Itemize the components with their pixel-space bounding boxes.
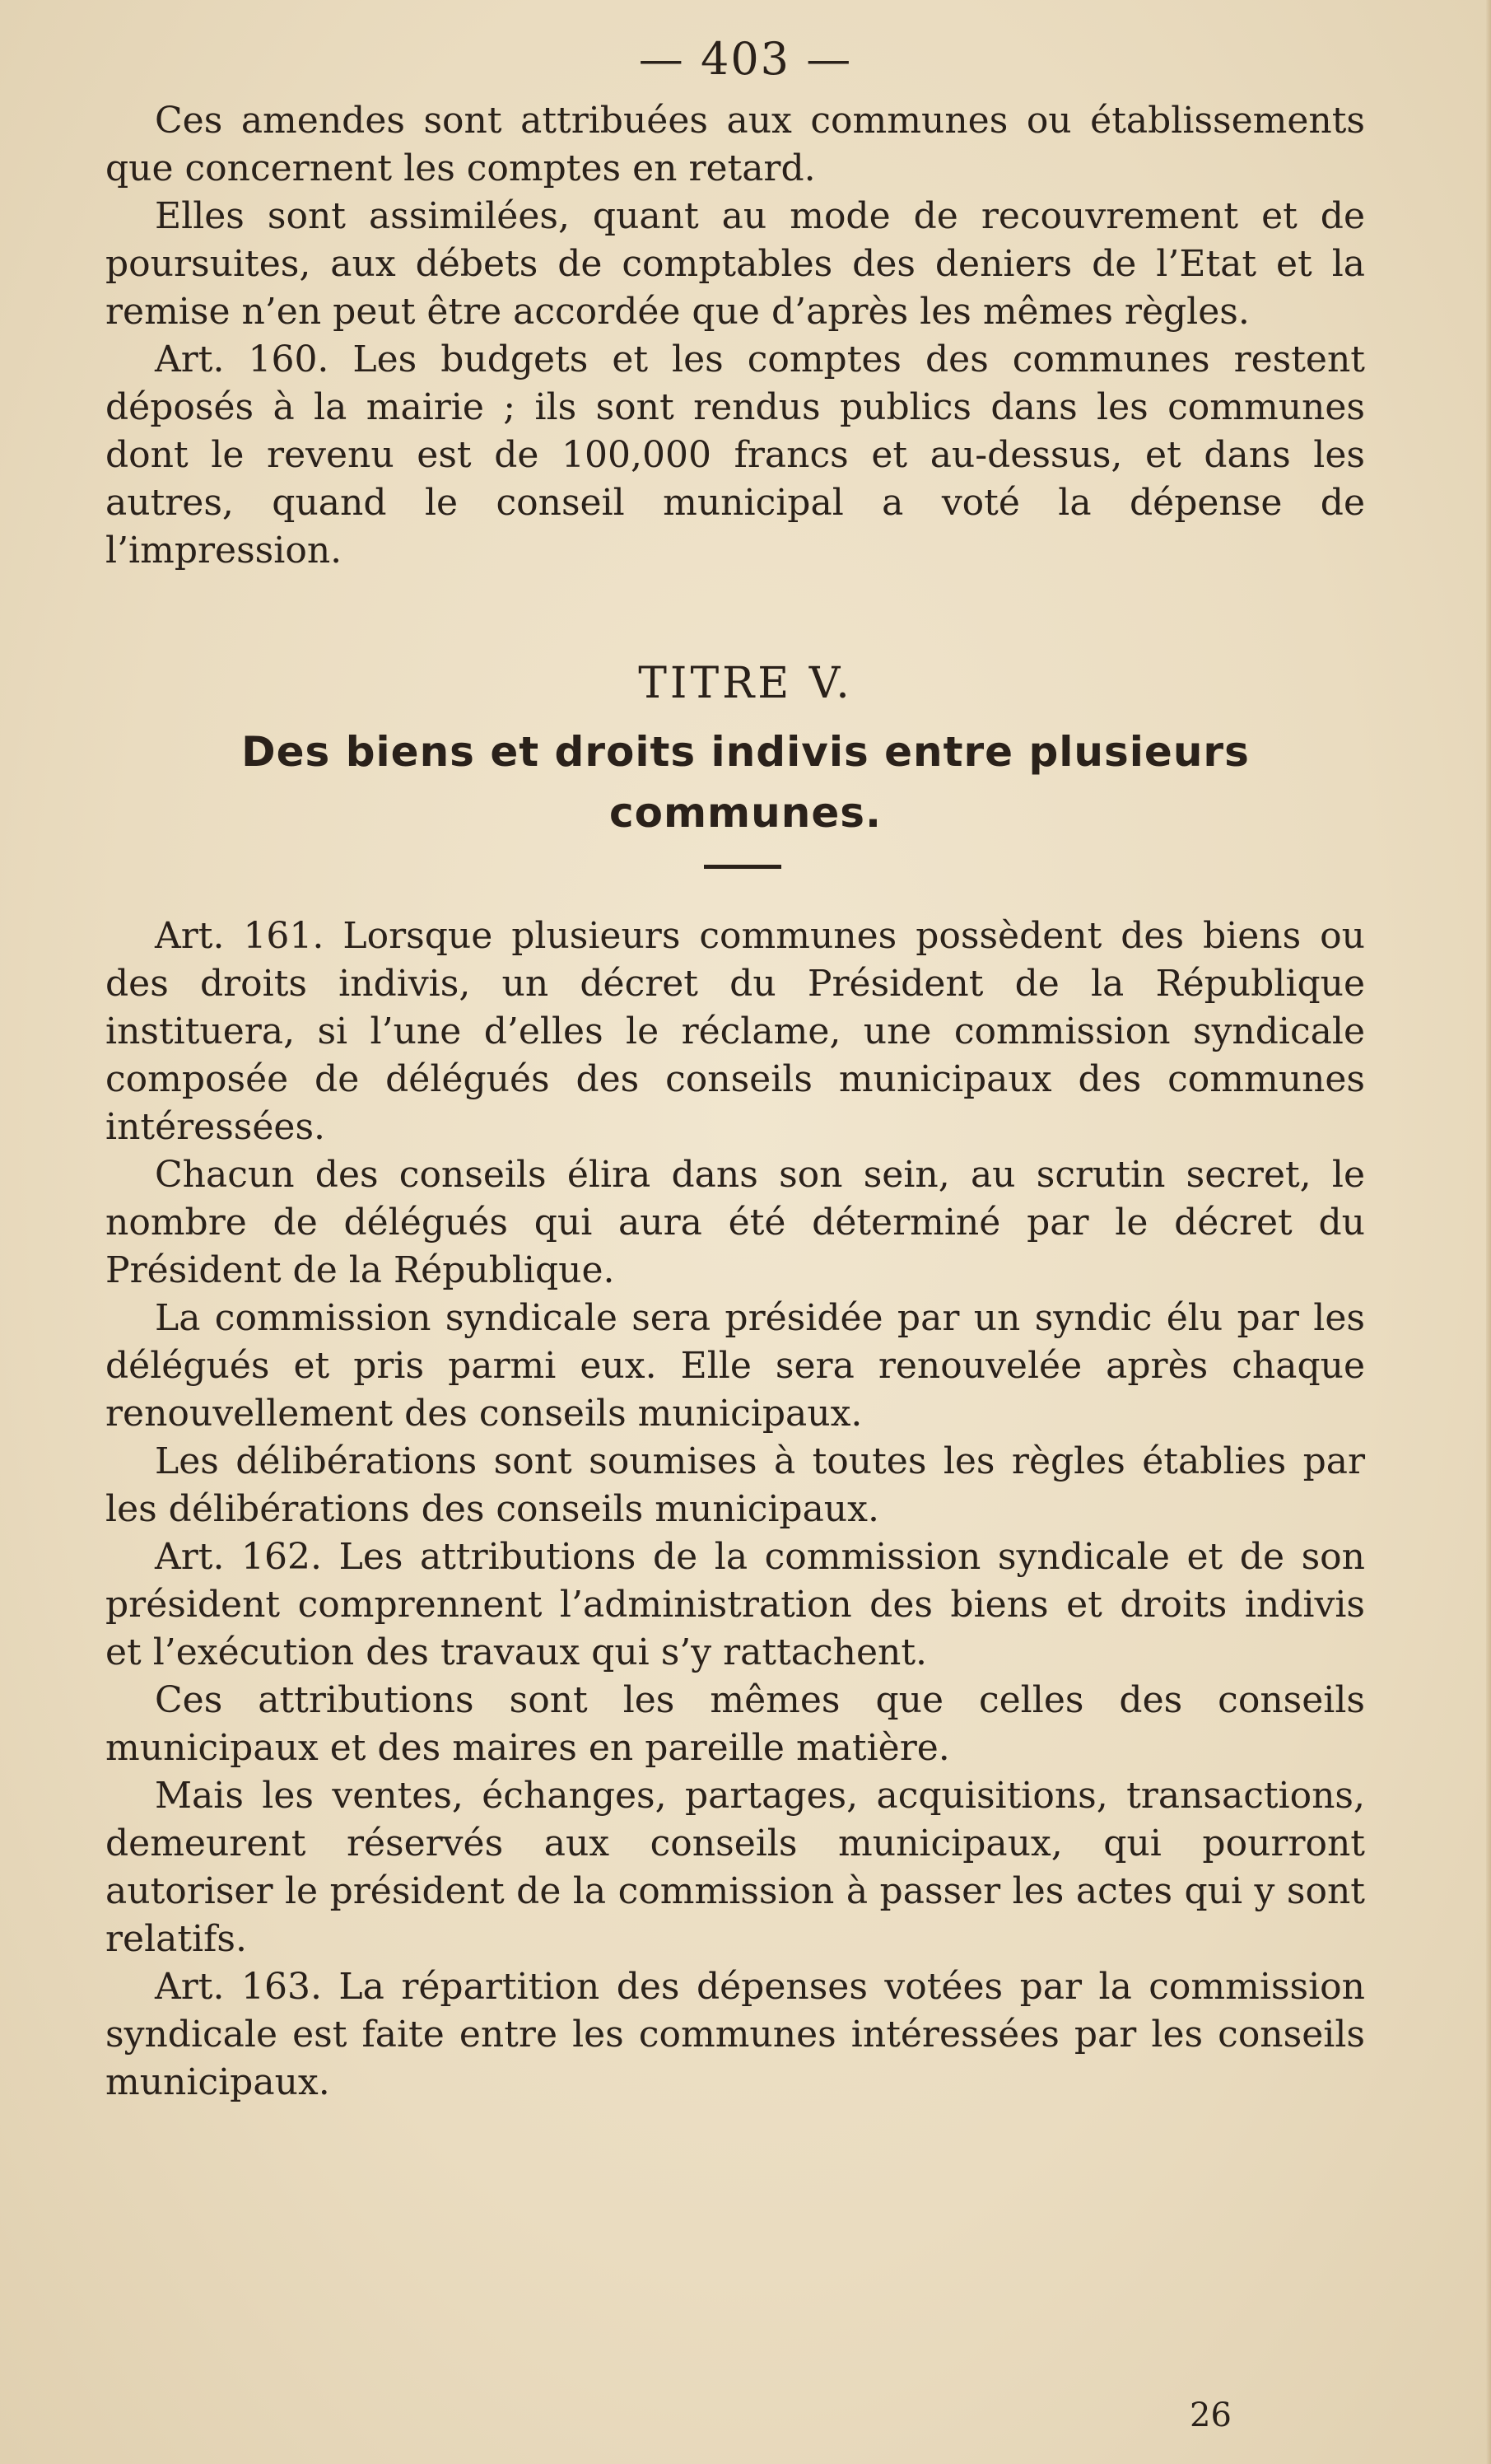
- paragraph: Les délibérations sont soumises à toutes les règles établies par les délibérations des conseils municipaux.: [105, 1440, 1365, 1530]
- section-heading: Des biens et droits indivis entre plusieurs communes.: [241, 728, 1250, 837]
- paragraph: Ces attributions sont les mêmes que celles des conseils municipaux et des maires en pareille matière.: [105, 1679, 1365, 1769]
- intro-text-block: [105, 97, 1365, 575]
- body-text-block: [105, 912, 1365, 2107]
- paragraph: Mais les ventes, échanges, partages, acquisitions, transactions, demeurent réservés aux conseils municipaux, qui pourront autoriser le président de la commission à passer les actes qui y sont relatifs.: [105, 1775, 1365, 1960]
- paragraph: Art. 162. Les attributions de la commission syndicale et de son président comprennent l’administration des biens et droits indivis et l’exécution des travaux qui s’y rattachent.: [105, 1536, 1365, 1673]
- paragraph: Elles sont assimilées, quant au mode de recouvrement et de poursuites, aux débets de comptables des deniers de l’Etat et la remise n’en peut être accordée que d’après les mêmes règles.: [105, 195, 1365, 333]
- paragraph: Ces amendes sont attribuées aux communes ou établissements que concernent les comptes en retard.: [105, 100, 1365, 189]
- paragraph: La commission syndicale sera présidée par un syndic élu par les délégués et pris parmi eux. Elle sera renouvelée après chaque renouvellement des conseils municipaux.: [105, 1297, 1365, 1435]
- section-divider: [704, 865, 781, 869]
- signature-mark: 26: [1190, 2396, 1232, 2434]
- paragraph: Art. 163. La répartition des dépenses votées par la commission syndicale est faite entre les communes intéressées par les conseils municipaux.: [105, 1966, 1365, 2103]
- section-title: TITRE V.: [638, 659, 853, 708]
- page-number: — 403 —: [638, 33, 853, 85]
- paragraph: Art. 160. Les budgets et les comptes des communes restent déposés à la mairie ; ils sont rendus publics dans les communes dont le revenu est de 100,000 francs et au-dessus, et dans les autres, quand le conseil municipal a voté la dépense de l’impression.: [105, 338, 1365, 572]
- page-edge: [1486, 0, 1491, 2464]
- paragraph: Chacun des conseils élira dans son sein, au scrutin secret, le nombre de délégués qui aura été déterminé par le décret du Président de la République.: [105, 1154, 1365, 1291]
- paragraph: Art. 161. Lorsque plusieurs communes possèdent des biens ou des droits indivis, un décret du Président de la République instituera, si l’une d’elles le réclame, une commission syndicale composée de délégués des conseils municipaux des communes intéressées.: [105, 915, 1365, 1148]
